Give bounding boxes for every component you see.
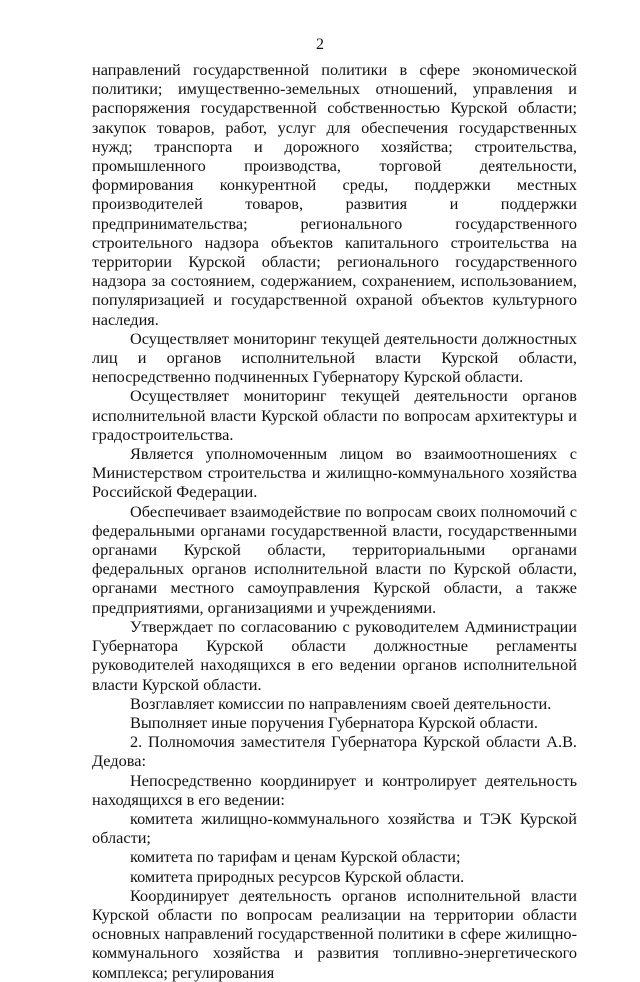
- paragraph: Координирует деятельность органов исполнительной власти Курской области по вопросам реализации на территории области основных направлений государственной политики в сфере жилищно-коммунального хозяйства и развития топливно-энергетического комплекса; регулирования: [92, 885, 577, 982]
- page-number: 2: [316, 36, 324, 53]
- paragraph: Непосредственно координирует и контролирует деятельность находящихся в его ведении:: [92, 770, 577, 809]
- list-item: комитета природных ресурсов Курской области.: [130, 866, 465, 886]
- paragraph: Выполняет иные поручения Губернатора Курской области.: [130, 712, 538, 732]
- paragraph: Осуществляет мониторинг текущей деятельности должностных лиц и органов исполнительной власти Курской области, непосредственно подчиненных Губернатору Курской области.: [92, 328, 577, 387]
- document-body: [92, 60, 577, 982]
- section-heading: 2. Полномочия заместителя Губернатора Курской области А.В. Дедова:: [92, 732, 577, 771]
- paragraph: Является уполномоченным лицом во взаимоотношениях с Министерством строительства и жилищно-коммунального хозяйства Российской Федерации.: [92, 444, 577, 502]
- list-item: комитета жилищно-коммунального хозяйства и ТЭК Курской области;: [92, 808, 577, 848]
- paragraph: Утверждает по согласованию с руководителем Администрации Губернатора Курской области должностные регламенты руководителей находящихся в его ведении органов исполнительной власти Курской области.: [92, 616, 577, 694]
- paragraph: Возглавляет комиссии по направлениям своей деятельности.: [130, 693, 552, 713]
- paragraph: направлений государственной политики в сфере экономической политики; имущественно-земельных отношений, управления и распоряжения государственной собственностью Курской области; закупок товаров, работ, услуг для обеспечения государственных нужд; транспорта и дорожного хозяйства; строительства, промышленного производства, торговой деятельности, формирования конкурентной среды, поддержки местных производителей товаров, развития и поддержки предпринимательства; регионального государственного строительного надзора объектов капитального строительства на территории Курской области; регионального государственного надзора за состоянием, содержанием, сохранением, использованием, популяризацией и государственной охраной объектов культурного наследия.: [92, 60, 577, 329]
- list-item: комитета по тарифам и ценам Курской области;: [130, 847, 461, 867]
- paragraph: Обеспечивает взаимодействие по вопросам своих полномочий с федеральными органами государственной власти, государственными органами Курской области, территориальными органами федеральных органов исполнительной власти по Курской области, органами местного самоуправления Курской области, а также предприятиями, организациями и учреждениями.: [92, 501, 577, 617]
- paragraph: Осуществляет мониторинг текущей деятельности органов исполнительной власти Курской области по вопросам архитектуры и градостроительства.: [92, 386, 577, 444]
